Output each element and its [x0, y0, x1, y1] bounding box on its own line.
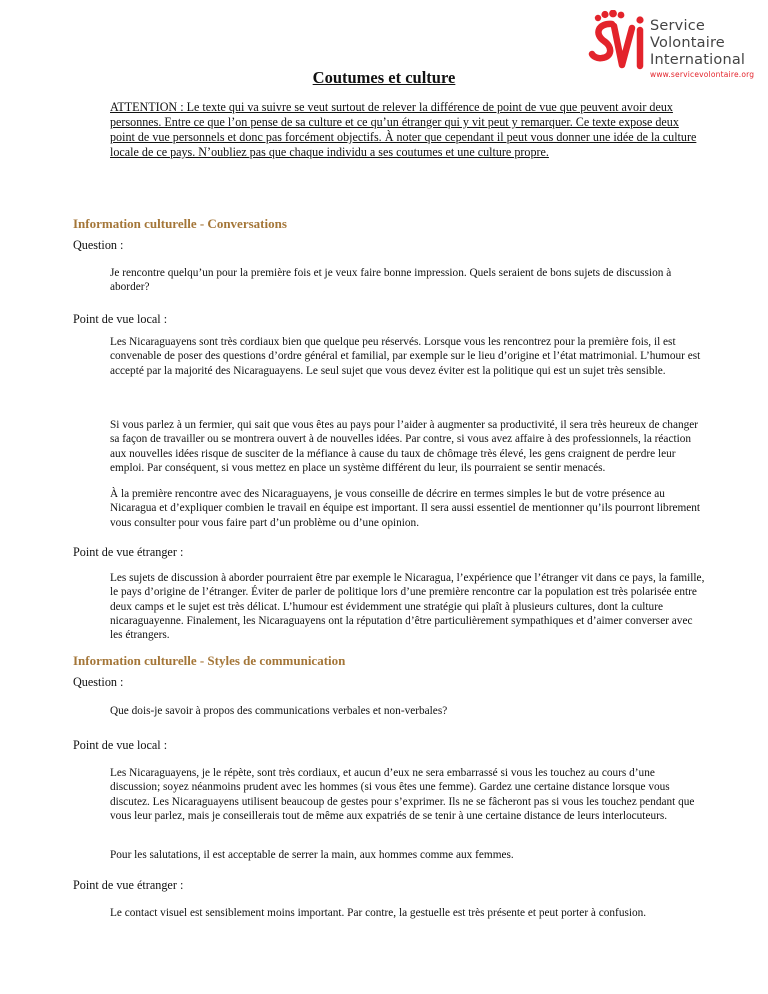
question-label: Question :: [73, 238, 124, 252]
question-text: Que dois-je savoir à propos des communications verbales et non-verbales?: [110, 705, 448, 717]
foreign-view-label: Point de vue étranger :: [73, 878, 184, 892]
section-heading-conversations: Information culturelle - Conversations: [73, 216, 287, 231]
intro-warning: ATTENTION : Le texte qui va suivre se veut surtout de relever la différence de point de vue que peuvent avoir deux personnes. Entre ce que l’on pense de sa culture et ce qu’un étranger qui y vit peut y remarquer. Ce texte expose deux point de vue personnels et donc pas forcément objectifs. À noter que cependant il peut vous donner une idée de la culture locale de ce pays. N’oubliez pas que chaque individu a ses coutumes et une culture propre.: [110, 100, 697, 159]
foreign-view-label: Point de vue étranger :: [73, 545, 184, 559]
page-title: Coutumes et culture: [312, 68, 456, 87]
logo-line-2: Volontaire: [650, 35, 725, 51]
foreign-view-paragraph: Les sujets de discussion à aborder pourraient être par exemple le Nicaragua, l’expérience que l’étranger vit dans ce pays, la famille, le pays d’origine de l’étranger. Éviter de parler de politique lors d’une première rencontre car la population est très polarisée entre deux camps et le sujet est très délicat. L’humour est évidemment une stratégie qui plaît à plusieurs cultures, dont la culture nicaraguayenne. Finalement, les Nicaraguayens ont la réputation d’être particulièrement sympathiques et d’aimer converser avec les étrangers.: [110, 572, 705, 642]
local-view-paragraph: Si vous parlez à un fermier, qui sait que vous êtes au pays pour l’aider à augmenter sa productivité, il sera très heureux de changer sa façon de travailler ou se montrera ouvert à de nouvelles idées. Par contre, si vous avez affaire à des professionnels, la réaction aux nouvelles idées risque de susciter de la méfiance à cause du taux de chômage très élevé, les gens craignent de perdre leur emploi. Par conséquent, si vous mettez en place un système différent du leur, ils pourraient se sentir menacés.: [110, 419, 699, 474]
local-view-paragraph: Les Nicaraguayens sont très cordiaux bien que quelque peu réservés. Lorsque vous les rencontrez pour la première fois, il est convenable de poser des questions d’ordre général et familial, par exemple sur le lieu d’origine et l’état matrimonial. L’humour est accepté par la majorité des Nicaraguayens. Le seul sujet que vous devez éviter est la politique qui est un sujet très sensible.: [110, 336, 701, 377]
question-label: Question :: [73, 675, 124, 689]
logo-line-1: Service: [650, 18, 705, 34]
section-heading-communication: Information culturelle - Styles de communication: [73, 653, 346, 668]
local-view-paragraph: À la première rencontre avec des Nicaraguayens, je vous conseille de décrire en termes simples le but de votre présence au Nicaragua et d’expliquer combien le travail en équipe est important. Il sera aussi essentiel de mentionner qu’ils pourront librement vous consulter pour vous faire part d’un problème ou d’une opinion.: [110, 488, 701, 529]
logo-url: www.servicevolontaire.org: [650, 70, 755, 79]
local-view-paragraph: Pour les salutations, il est acceptable de serrer la main, aux hommes comme aux femmes.: [110, 849, 514, 861]
logo-line-3: International: [650, 52, 746, 68]
foreign-view-paragraph: Le contact visuel est sensiblement moins important. Par contre, la gestuelle est très présente et peut porter à confusion.: [110, 907, 647, 919]
local-view-label: Point de vue local :: [73, 312, 168, 326]
local-view-label: Point de vue local :: [73, 738, 168, 752]
local-view-paragraph: Les Nicaraguayens, je le répète, sont très cordiaux, et aucun d’eux ne sera embarrassé si vous les touchez au cours d’une discussion; soyez néanmoins prudent avec les hommes (si vous êtes une femme). Gardez une certaine distance lorsque vous discutez. Les Nicaraguayens utilisent beaucoup de gestes pour s’exprimer. Ils ne se fâcheront pas si vous les touchez pendant que vous leur parlez, mais je conseillerais tout de même aux expatriés de se tenir à une certaine distance de leurs interlocuteurs.: [110, 767, 695, 822]
question-text: Je rencontre quelqu’un pour la première fois et je veux faire bonne impression. Quels seraient de bons sujets de discussion à aborder?: [110, 267, 672, 294]
